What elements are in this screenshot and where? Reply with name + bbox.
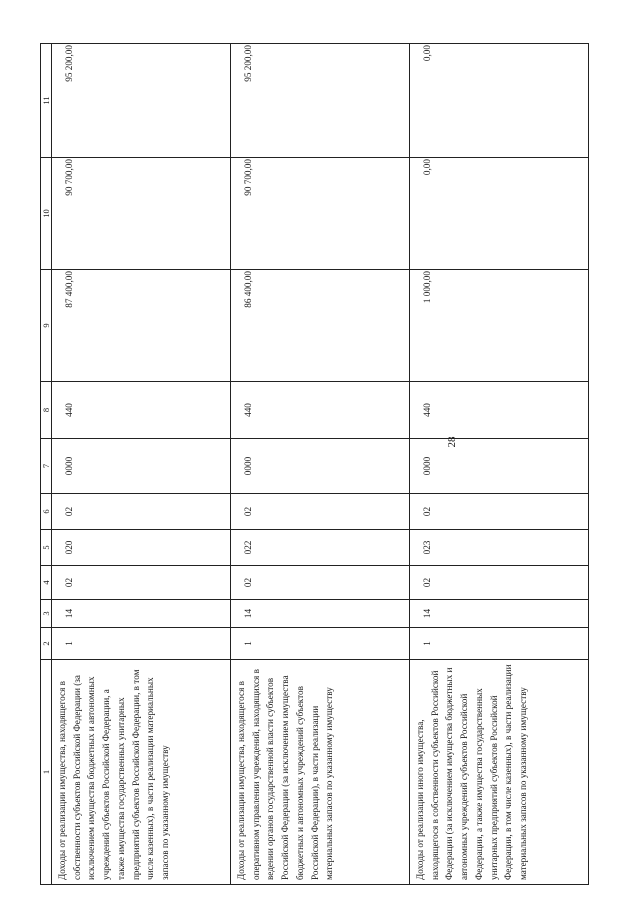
row-description: Доходы от реализации имущества, находящегося в оперативном управлении учреждений, находящихся в ведении органов государственной власти субъектов Российской Федерации (за исключением имущества бюджетных и автономных учреждений субъектов Российской Федерации), в части реализации материальных запасов по указанному имуществу — [231, 660, 410, 885]
column-number: 8 — [41, 382, 52, 439]
amount-cell: 0,00 — [410, 158, 589, 270]
page-number: 28 — [446, 436, 458, 448]
code-cell: 02 — [52, 566, 231, 600]
code-cell: 02 — [231, 494, 410, 530]
budget-revenue-table — [40, 43, 589, 885]
row-description: Доходы от реализации имущества, находящегося в собственности субъектов Российской Федерации (за исключением имущества бюджетных и автономных учреждений субъектов Российской Федерации, а также имущества государственных унитарных предприятий субъектов Российской Федерации, в том числе казенных), в части реализации материальных запасов по указанному имуществу — [52, 660, 231, 885]
code-cell: 440 — [410, 382, 589, 439]
code-cell: 020 — [52, 530, 231, 566]
table-row — [52, 44, 231, 885]
rotated-page — [40, 9, 618, 885]
table-row — [231, 44, 410, 885]
code-cell: 14 — [52, 600, 231, 628]
code-cell: 14 — [231, 600, 410, 628]
column-number: 5 — [41, 530, 52, 566]
code-cell: 022 — [231, 530, 410, 566]
code-cell: 023 — [410, 530, 589, 566]
amount-cell: 95 200,00 — [231, 44, 410, 158]
column-number: 7 — [41, 439, 52, 494]
column-number: 9 — [41, 270, 52, 382]
column-number: 4 — [41, 566, 52, 600]
column-number: 11 — [41, 44, 52, 158]
code-cell: 1 — [52, 628, 231, 660]
code-cell: 02 — [231, 566, 410, 600]
code-cell: 1 — [410, 628, 589, 660]
amount-cell: 0,00 — [410, 44, 589, 158]
amount-cell: 86 400,00 — [231, 270, 410, 382]
code-cell: 1 — [231, 628, 410, 660]
column-number: 1 — [41, 660, 52, 885]
code-cell: 14 — [410, 600, 589, 628]
column-numbers-row — [41, 44, 52, 885]
column-number: 6 — [41, 494, 52, 530]
amount-cell: 1 000,00 — [410, 270, 589, 382]
code-cell: 0000 — [231, 439, 410, 494]
code-cell: 440 — [52, 382, 231, 439]
code-cell: 0000 — [410, 439, 589, 494]
column-number: 2 — [41, 628, 52, 660]
code-cell: 440 — [231, 382, 410, 439]
amount-cell: 90 700,00 — [231, 158, 410, 270]
code-cell: 02 — [410, 566, 589, 600]
code-cell: 02 — [410, 494, 589, 530]
amount-cell: 90 700,00 — [52, 158, 231, 270]
column-number: 3 — [41, 600, 52, 628]
code-cell: 02 — [52, 494, 231, 530]
amount-cell: 95 200,00 — [52, 44, 231, 158]
row-description: Доходы от реализации иного имущества, находящегося в собственности субъектов Российской Федерации (за исключением имущества бюджетных и автономных учреждений субъектов Российской Федерации, а также имущества государственных унитарных предприятий субъектов Российской Федерации, в том числе казенных), в части реализации материальных запасов по указанному имуществу — [410, 660, 589, 885]
code-cell: 0000 — [52, 439, 231, 494]
column-number: 10 — [41, 158, 52, 270]
table-row — [410, 44, 589, 885]
amount-cell: 87 400,00 — [52, 270, 231, 382]
